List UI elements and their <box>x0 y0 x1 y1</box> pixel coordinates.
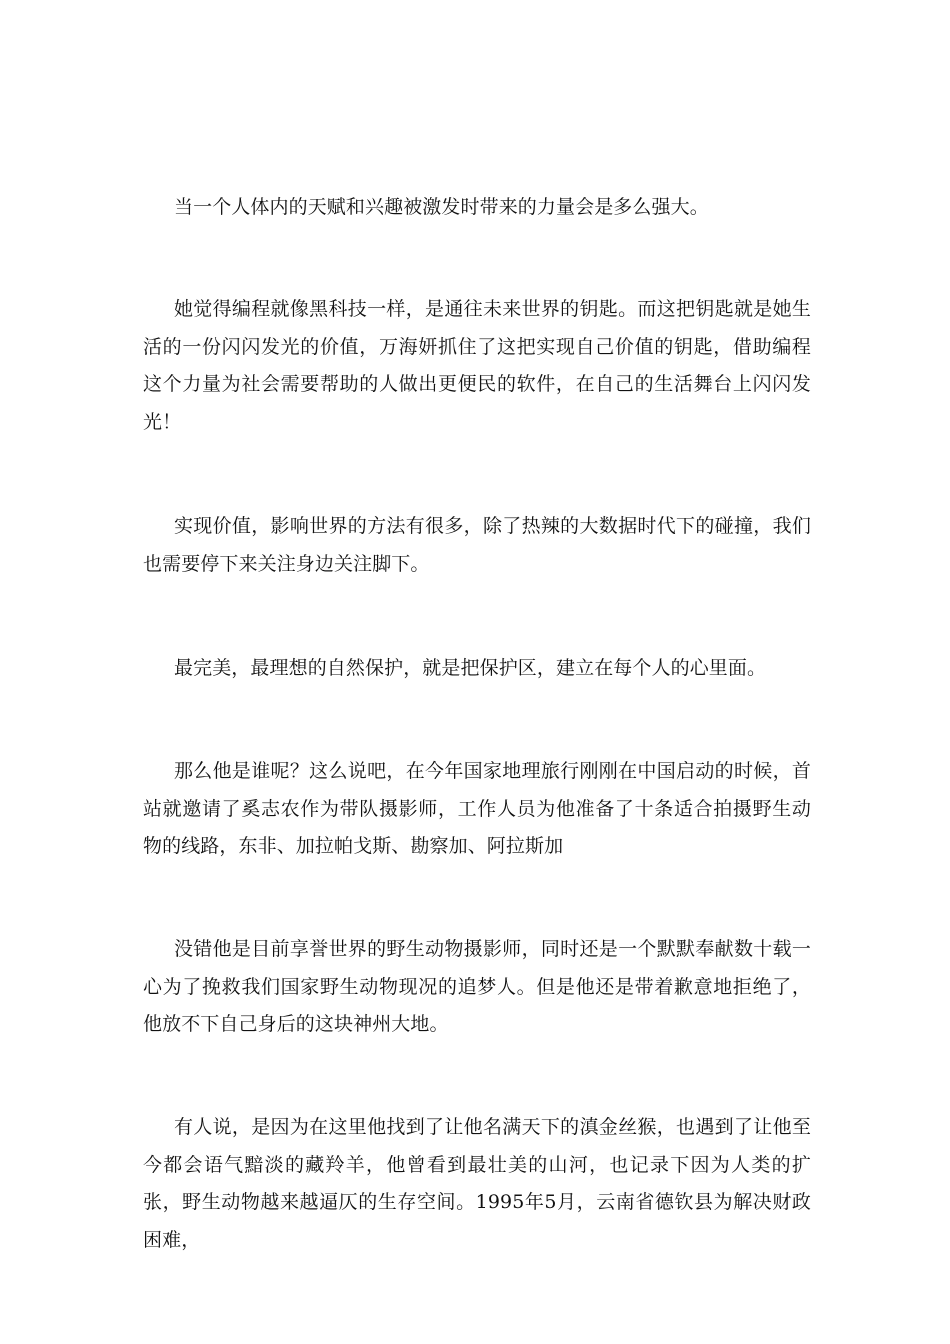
paragraph-2: 她觉得编程就像黑科技一样，是通往未来世界的钥匙。而这把钥匙就是她生活的一份闪闪发光的价值，万海妍抓住了这把实现自己价值的钥匙，借助编程这个力量为社会需要帮助的人做出更便民的软件，在自己的生活舞台上闪闪发光！ <box>143 298 811 433</box>
paragraph-1: 当一个人体内的天赋和兴趣被激发时带来的力量会是多么强大。 <box>174 196 709 218</box>
paragraph-3: 实现价值，影响世界的方法有很多，除了热辣的大数据时代下的碰撞，我们也需要停下来关注身边关注脚下。 <box>143 515 811 575</box>
paragraph-4: 最完美，最理想的自然保护，就是把保护区，建立在每个人的心里面。 <box>174 657 767 679</box>
paragraph-7: 有人说，是因为在这里他找到了让他名满天下的滇金丝猴，也遇到了让他至今都会语气黯淡的藏羚羊，他曾看到最壮美的山河，也记录下因为人类的扩张，野生动物越来越逼仄的生存空间。1995年5月，云南省德钦县为解决财政困难， <box>143 1116 811 1251</box>
paragraph-5: 那么他是谁呢？这么说吧，在今年国家地理旅行刚刚在中国启动的时候，首站就邀请了奚志农作为带队摄影师，工作人员为他准备了十条适合拍摄野生动物的线路，东非、加拉帕戈斯、勘察加、阿拉斯加 <box>143 760 811 857</box>
paragraph-6: 没错他是目前享誉世界的野生动物摄影师，同时还是一个默默奉献数十载一心为了挽救我们国家野生动物现况的追梦人。但是他还是带着歉意地拒绝了，他放不下自己身后的这块神州大地。 <box>143 938 811 1035</box>
